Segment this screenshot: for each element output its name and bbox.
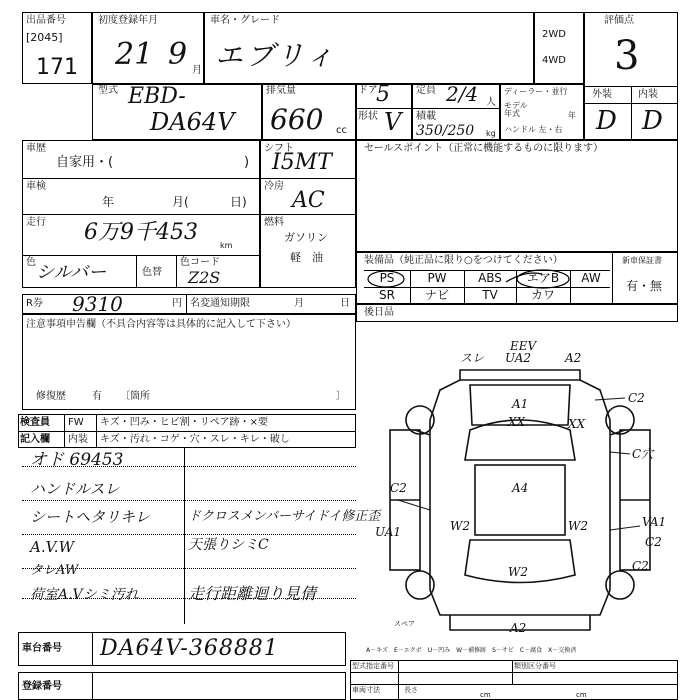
equipment-circles [356, 252, 678, 304]
load-unit: kg [486, 129, 496, 138]
equip-pw: PW [427, 271, 447, 285]
displacement-unit: cc [336, 125, 347, 136]
mark-xx-left: XX [508, 415, 526, 429]
sales-box [356, 140, 678, 252]
drive-2wd: 2WD [542, 29, 566, 40]
inspection-day: 日) [230, 195, 247, 209]
mark-a2-top: A2 [565, 351, 582, 365]
equip-abs: ABS [478, 271, 502, 285]
mark-ua1: UA1 [375, 525, 402, 539]
mark-c2-left: C2 [390, 481, 407, 495]
comment-l3: シートヘタリキレ [30, 508, 150, 526]
type-line2: DA64V [150, 108, 235, 136]
comment-l4: A.V.W [30, 538, 74, 556]
equip-navi: ナビ [424, 288, 449, 302]
recycle-label: R券 [26, 298, 43, 309]
inspection-label: 車検 [26, 181, 46, 192]
repair-has: 有 [92, 391, 102, 402]
lot-number: 171 [36, 55, 78, 80]
mark-spare: スペア [394, 620, 415, 628]
equip-tv: TV [482, 288, 498, 302]
inspector-label1: 検査員 [20, 417, 50, 428]
load-label: 積載 [416, 111, 436, 122]
registration-month: 9 [168, 37, 188, 72]
fuel-gas: ガソリン [284, 231, 328, 244]
equip-airbag: エアB [526, 271, 560, 285]
history-label: 車歴 [26, 143, 46, 154]
shift-value: I5MT [272, 150, 332, 175]
chassis-label: 車台番号 [22, 643, 62, 654]
mark-xx-right: XX [568, 417, 586, 431]
lot-label: 出品番号 [26, 15, 66, 26]
grade-exterior-label: 外装 [592, 89, 612, 100]
model-label: 車名・グレード [210, 15, 280, 26]
ac-label: 冷房 [264, 181, 284, 192]
plate-box [18, 672, 346, 700]
class-label: 類別区分番号 [514, 662, 556, 670]
recycle-value: 9310 [72, 292, 123, 316]
dealer-label: ディーラー・並行 [504, 87, 568, 96]
post-box [356, 304, 678, 322]
history-value: 自家用・( [56, 155, 114, 170]
length-cm-1: cm [480, 691, 491, 699]
type-line1: EBD- [128, 84, 186, 109]
comment-l2: ハンドルスレ [30, 480, 120, 498]
shape-value: V [384, 108, 402, 136]
comment-l5: タレAW [30, 563, 79, 578]
door-value: 5 [376, 82, 390, 107]
capacity-unit: 人 [486, 97, 496, 108]
recycle-month: 月 [294, 298, 304, 309]
registration-year: 21 [115, 37, 154, 72]
ac-value: AC [292, 188, 325, 213]
sales-label: セールスポイント（正常に機能するものに限ります） [364, 143, 604, 154]
equipment-label: 装備品（純正品に限り○をつけてください） [364, 255, 563, 266]
mark-w2-rear: W2 [508, 565, 528, 579]
diagram-legend: A－キズ E－エクボ U－凹み W－補修跡 S－サビ C－腐食 X－交換済 [366, 647, 577, 654]
load-value: 350/250 [416, 123, 475, 139]
inspection-month: 月( [172, 195, 189, 209]
color-value: シルバー [36, 262, 107, 283]
mark-sure: スレ [460, 351, 485, 365]
drive-4wd: 4WD [542, 55, 566, 66]
color-label: 色 [26, 257, 36, 268]
repair-part: 〔箇所 [120, 391, 150, 402]
plate-label: 登録番号 [22, 681, 62, 692]
mark-c2-right: C2 [645, 535, 662, 549]
comment-r3: 走行距離迴り見倩 [188, 584, 317, 603]
grade-label: 評価点 [604, 15, 634, 26]
mileage-value: 6万9千453 [84, 220, 198, 245]
inspection-year: 年 [102, 195, 115, 209]
capacity-label: 定員 [416, 85, 436, 96]
mark-a1: A1 [512, 397, 529, 411]
color-code: Z2S [188, 268, 221, 287]
grade-interior: D [642, 106, 663, 136]
shape-label: 形状 [358, 111, 378, 122]
mark-c2-top: C2 [628, 391, 645, 405]
grade-exterior: D [596, 106, 617, 136]
length-cm-2: cm [576, 691, 587, 699]
grade-score: 3 [614, 33, 640, 79]
equip-leather: カワ [530, 288, 555, 302]
comment-r2: 天張りシミC [188, 537, 269, 553]
mark-va1: VA1 [642, 515, 667, 529]
inspector-interior: 内装 [68, 434, 88, 445]
dealer-handle: ハンドル 左・右 [504, 125, 563, 134]
displacement-value: 660 [270, 103, 324, 136]
comment-l6: 荷室A.Vシミ汚れ [30, 587, 139, 603]
model-name: エブリィ [215, 39, 337, 72]
inspector-fw-text: キズ・凹み・ヒビ割・リペア跡・×要 [100, 417, 268, 428]
mark-a4: A4 [512, 481, 529, 495]
shift-label: シフト [264, 143, 294, 154]
recycle-day: 日 [340, 298, 350, 309]
recycle-name-label: 名変通知期限 [190, 298, 250, 309]
capacity-value: 2/4 [446, 82, 479, 106]
equip-ps: PS [379, 271, 395, 285]
door-label: ドア [358, 85, 378, 96]
mark-w2-left: W2 [450, 519, 470, 533]
mileage-unit: km [220, 241, 233, 250]
post-label: 後日品 [364, 307, 394, 318]
fuel-label: 燃料 [264, 217, 284, 228]
grade-interior-label: 内装 [638, 89, 658, 100]
fuel-light-oil: 軽 油 [290, 251, 323, 264]
notes-label: 注意事項申告欄（不具合内容等は具体的に記入して下さい） [26, 319, 296, 330]
lot-code: [2045] [26, 31, 63, 44]
repair-close: 〕 [336, 391, 346, 402]
color-code-label: 色コード [180, 257, 220, 268]
mark-eev: EEV [510, 340, 537, 353]
inspector-fw: FW [68, 417, 84, 428]
inspector-label2: 記入欄 [20, 434, 50, 445]
vehicle-length-label: 車両寸法 [352, 686, 380, 694]
chassis-value: DA64V-368881 [100, 636, 279, 661]
drive-box [534, 12, 584, 84]
mark-c-hole: C穴 [632, 447, 654, 461]
registration-label: 初度登録年月 [98, 15, 158, 26]
mark-c2-lower: C2 [632, 559, 649, 573]
repair-label: 修復歴 [36, 391, 66, 402]
mark-ua2: UA2 [505, 351, 532, 365]
comment-l1: オド 69453 [30, 450, 124, 470]
car-damage-diagram [370, 340, 670, 640]
equip-aw: AW [581, 271, 601, 285]
history-close: ) [244, 155, 250, 170]
length-label: 長さ [404, 686, 418, 694]
displacement-label: 排気量 [266, 85, 296, 96]
equip-sr: SR [379, 288, 395, 302]
equipment-warranty-value: 有・無 [626, 279, 663, 293]
dealer-year-unit: 年 [568, 111, 576, 120]
recycle-unit: 円 [172, 298, 182, 309]
mileage-label: 走行 [26, 217, 46, 228]
comment-r1: ドクロスメンバーサイドイ修正歪 [188, 509, 381, 524]
equipment-warranty-label: 新車保証書 [622, 256, 662, 265]
type-label: 型式 [98, 85, 118, 96]
formula-label: 型式指定番号 [352, 662, 394, 670]
mark-w2-right: W2 [568, 519, 588, 533]
inspector-interior-text: キズ・汚れ・コゲ・穴・スレ・キレ・破し [100, 434, 290, 445]
dealer-model-year: モデル年式 [504, 101, 528, 118]
mark-a2-bottom: A2 [510, 621, 527, 635]
color-change-label: 色替 [142, 267, 162, 278]
registration-month-unit: 月 [192, 65, 202, 76]
